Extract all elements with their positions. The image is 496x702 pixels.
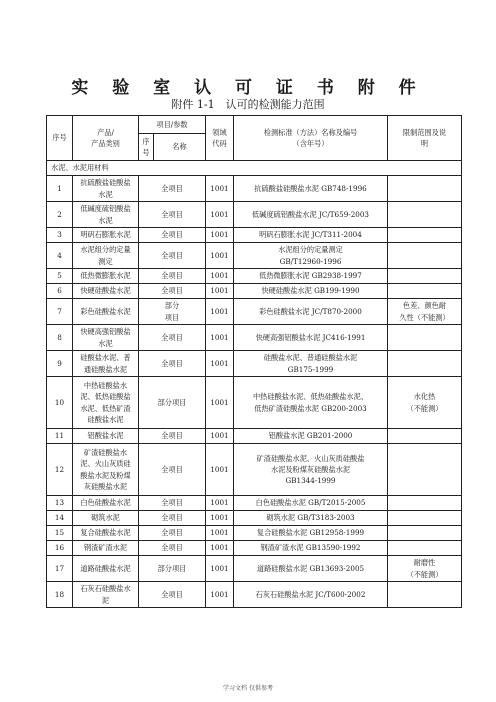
standard-cell: 砌筑水泥 GB/T3183-2003 — [234, 511, 388, 526]
limit-cell: 色差、颜色耐 久性（不能测） — [388, 299, 462, 325]
standard-cell: 复合硅酸盐水泥 GB12958-1999 — [234, 526, 388, 541]
header-product: 产品/ 产品类别 — [73, 116, 139, 161]
row-number: 5 — [47, 269, 73, 284]
domain-code-cell: 1001 — [206, 351, 234, 377]
page-subtitle: 附件 1-1 认可的检测能力范围 — [171, 98, 325, 111]
row-number: 18 — [47, 582, 73, 608]
item-name-cell: 部分 项目 — [139, 299, 206, 325]
table-row — [47, 556, 462, 582]
row-number: 13 — [47, 496, 73, 511]
header-item-name: 名称 — [154, 134, 206, 161]
product-cell: 抗硫酸盐硅酸盐 水泥 — [73, 176, 139, 202]
item-name-cell: 全项目 — [139, 429, 206, 444]
header-limit: 限制范围及说 明 — [388, 116, 462, 161]
product-cell: 彩色硅酸盐水泥 — [73, 299, 139, 325]
row-number: 12 — [47, 444, 73, 496]
limit-cell — [388, 496, 462, 511]
row-number: 11 — [47, 429, 73, 444]
table-row — [47, 228, 462, 243]
row-number: 6 — [47, 284, 73, 299]
domain-code-cell: 1001 — [206, 556, 234, 582]
product-cell: 低碱度硫铝酸盐 水泥 — [73, 202, 139, 228]
table-row — [47, 202, 462, 228]
item-name-cell: 全项目 — [139, 284, 206, 299]
item-name-cell: 全项目 — [139, 176, 206, 202]
product-cell: 道路硅酸盐水泥 — [73, 556, 139, 582]
domain-code-cell: 1001 — [206, 541, 234, 556]
limit-cell: 水化热 （不能测） — [388, 377, 462, 429]
table-row — [47, 526, 462, 541]
domain-code-cell: 1001 — [206, 377, 234, 429]
table-row — [47, 377, 462, 429]
table-row — [47, 269, 462, 284]
product-cell: 快硬高强铝酸盐 水泥 — [73, 325, 139, 351]
item-name-cell: 全项目 — [139, 243, 206, 269]
domain-code-cell: 1001 — [206, 284, 234, 299]
table-row — [47, 284, 462, 299]
product-cell: 白色硅酸盐水泥 — [73, 496, 139, 511]
table-row — [47, 176, 462, 202]
item-name-cell: 全项目 — [139, 526, 206, 541]
standard-cell: 抗硫酸盐硅酸盐水泥 GB748-1996 — [234, 176, 388, 202]
domain-code-cell: 1001 — [206, 511, 234, 526]
item-name-cell: 全项目 — [139, 444, 206, 496]
limit-cell — [388, 541, 462, 556]
header-row — [47, 116, 462, 134]
limit-cell — [388, 526, 462, 541]
domain-code-cell: 1001 — [206, 202, 234, 228]
item-name-cell: 全项目 — [139, 228, 206, 243]
table-row — [47, 299, 462, 325]
product-cell: 明矾石膨胀水泥 — [73, 228, 139, 243]
domain-code-cell: 1001 — [206, 299, 234, 325]
header-item-seq: 序 号 — [139, 134, 154, 161]
table-row — [47, 582, 462, 608]
standard-cell: 白色硅酸盐水泥 GB/T2015-2005 — [234, 496, 388, 511]
domain-code-cell: 1001 — [206, 496, 234, 511]
standard-cell: 矿渣硅酸盐水泥、火山灰质硅酸盐 水泥及粉煤灰硅酸盐水泥 GB1344-1999 — [234, 444, 388, 496]
domain-code-cell: 1001 — [206, 228, 234, 243]
standard-cell: 低热微膨胀水泥 GB2938-1997 — [234, 269, 388, 284]
product-cell: 低热微膨胀水泥 — [73, 269, 139, 284]
domain-code-cell: 1001 — [206, 243, 234, 269]
page-footer: 学习文档 仅供参考 — [223, 685, 273, 692]
standard-cell: 道路硅酸盐水泥 GB13693-2005 — [234, 556, 388, 582]
limit-cell — [388, 284, 462, 299]
limit-cell — [388, 429, 462, 444]
row-number: 17 — [47, 556, 73, 582]
limit-cell — [388, 351, 462, 377]
domain-code-cell: 1001 — [206, 444, 234, 496]
product-cell: 复合硅酸盐水泥 — [73, 526, 139, 541]
item-name-cell: 全项目 — [139, 496, 206, 511]
item-name-cell: 全项目 — [139, 541, 206, 556]
section-row — [47, 161, 462, 176]
product-cell: 钢渣矿渣水泥 — [73, 541, 139, 556]
standard-cell: 硅酸盐水泥、普通硅酸盐水泥 GB175-1999 — [234, 351, 388, 377]
product-cell: 铝酸盐水泥 — [73, 429, 139, 444]
capability-table — [46, 115, 462, 608]
row-number: 2 — [47, 202, 73, 228]
domain-code-cell: 1001 — [206, 325, 234, 351]
limit-cell — [388, 243, 462, 269]
standard-cell: 明矾石膨胀水泥 JC/T311-2004 — [234, 228, 388, 243]
row-number: 4 — [47, 243, 73, 269]
product-cell: 水泥组分的定量 测定 — [73, 243, 139, 269]
limit-cell — [388, 228, 462, 243]
standard-cell: 快硬硅酸盐水泥 GB199-1990 — [234, 284, 388, 299]
limit-cell — [388, 444, 462, 496]
table-row — [47, 541, 462, 556]
standard-cell: 中热硅酸盐水泥、低热硅酸盐水泥、 低热矿渣硅酸盐水泥 GB200-2003 — [234, 377, 388, 429]
limit-cell: 耐磨性 （不能测） — [388, 556, 462, 582]
table-row — [47, 444, 462, 496]
row-number: 9 — [47, 351, 73, 377]
page-title: 实 验 室 认 可 证 书 附 件 — [71, 78, 425, 98]
limit-cell — [388, 202, 462, 228]
table-row — [47, 496, 462, 511]
row-number: 16 — [47, 541, 73, 556]
row-number: 8 — [47, 325, 73, 351]
table-row — [47, 351, 462, 377]
item-name-cell: 全项目 — [139, 202, 206, 228]
product-cell: 硅酸盐水泥、普 通硅酸盐水泥 — [73, 351, 139, 377]
standard-cell: 石灰石硅酸盐水泥 JC/T600-2002 — [234, 582, 388, 608]
limit-cell — [388, 325, 462, 351]
item-name-cell: 全项目 — [139, 325, 206, 351]
header-seq: 序号 — [47, 116, 73, 161]
item-name-cell: 全项目 — [139, 511, 206, 526]
header-standard: 检测标准（方法）名称及编号 （含年号） — [234, 116, 388, 161]
product-cell: 矿渣硅酸盐水 泥、火山灰质硅 酸盐水泥及粉煤 灰硅酸盐水泥 — [73, 444, 139, 496]
header-item-param: 项目/参数 — [139, 116, 206, 134]
row-number: 10 — [47, 377, 73, 429]
row-number: 3 — [47, 228, 73, 243]
item-name-cell: 部分项目 — [139, 377, 206, 429]
standard-cell: 彩色硅酸盐水泥 JC/T870-2000 — [234, 299, 388, 325]
product-cell: 砌筑水泥 — [73, 511, 139, 526]
item-name-cell: 部分项目 — [139, 556, 206, 582]
domain-code-cell: 1001 — [206, 429, 234, 444]
standard-cell: 低碱度硫铝酸盐水泥 JC/T659-2003 — [234, 202, 388, 228]
table-row — [47, 429, 462, 444]
header-domain-code: 领域 代码 — [206, 116, 234, 161]
item-name-cell: 全项目 — [139, 351, 206, 377]
limit-cell — [388, 511, 462, 526]
standard-cell: 钢渣矿渣水泥 GB13590-1992 — [234, 541, 388, 556]
row-number: 14 — [47, 511, 73, 526]
domain-code-cell: 1001 — [206, 269, 234, 284]
row-number: 1 — [47, 176, 73, 202]
limit-cell — [388, 582, 462, 608]
product-cell: 中热硅酸盐水 泥、低热硅酸盐 水泥、低热矿渣 硅酸盐水泥 — [73, 377, 139, 429]
standard-cell: 快硬高强铝酸盐水泥 JC416-1991 — [234, 325, 388, 351]
section-title: 水泥、水泥用材料 — [47, 161, 462, 176]
domain-code-cell: 1001 — [206, 526, 234, 541]
item-name-cell: 全项目 — [139, 269, 206, 284]
product-cell: 快硬硅酸盐水泥 — [73, 284, 139, 299]
table-row — [47, 325, 462, 351]
product-cell: 石灰石硅酸盐水 泥 — [73, 582, 139, 608]
table-row — [47, 511, 462, 526]
limit-cell — [388, 269, 462, 284]
standard-cell: 水泥组分的定量测定 GB/T12960-1996 — [234, 243, 388, 269]
domain-code-cell: 1001 — [206, 582, 234, 608]
item-name-cell: 全项目 — [139, 582, 206, 608]
limit-cell — [388, 176, 462, 202]
row-number: 15 — [47, 526, 73, 541]
standard-cell: 铝酸盐水泥 GB201-2000 — [234, 429, 388, 444]
domain-code-cell: 1001 — [206, 176, 234, 202]
table-row — [47, 243, 462, 269]
row-number: 7 — [47, 299, 73, 325]
